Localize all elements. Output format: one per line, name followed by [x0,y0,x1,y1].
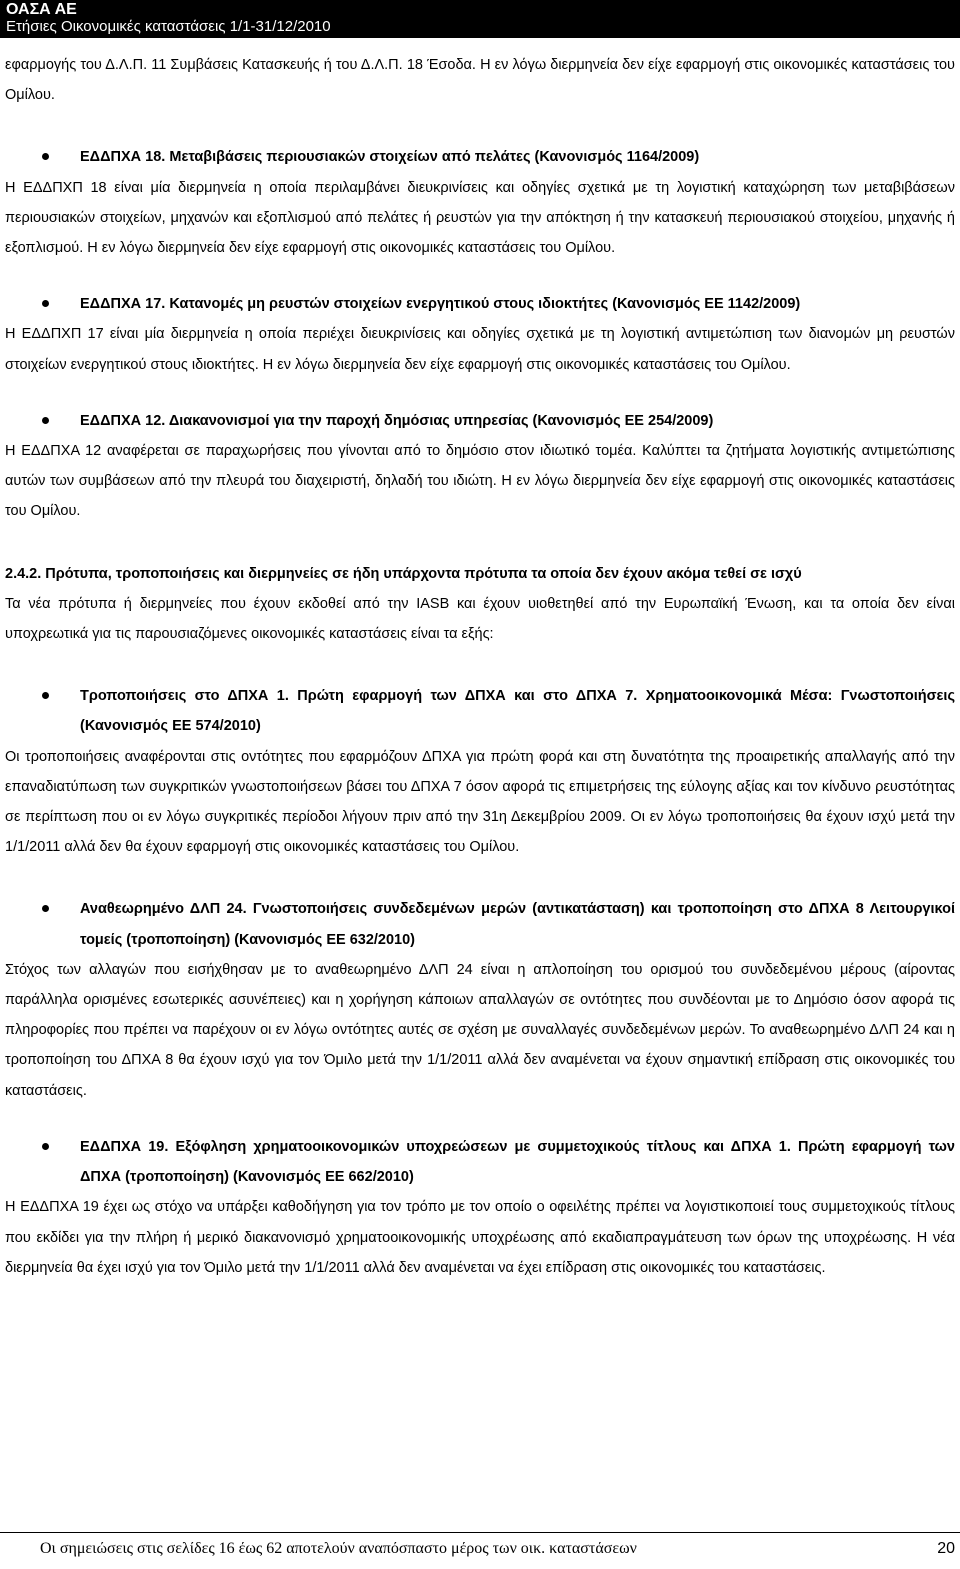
bullet-heading-ifrs1-ifrs7: Τροποποιήσεις στο ΔΠΧΑ 1. Πρώτη εφαρμογή των ΔΠΧΑ και στο ΔΠΧΑ 7. Χρηματοοικονομικά Μέσα: Γνωστοποιήσεις (Κανονισμός ΕΕ 574/2010) [5,681,955,741]
bullet-heading-ias24: Αναθεωρημένο ΔΛΠ 24. Γνωστοποιήσεις συνδεδεμένων μερών (αντικατάσταση) και τροποποίηση στο ΔΠΧΑ 8 Λειτουργικοί τομείς (τροποποίηση) (Κανονισμός ΕΕ 632/2010) [5,894,955,954]
bullet-title: Μεταβιβάσεις περιουσιακών στοιχείων από πελάτες (Κανονισμός 1164/2009) [169,149,700,166]
document-body [5,50,955,1283]
bullet-heading-ifric17 [5,289,955,319]
footer-divider [0,1532,960,1533]
bullet-heading-ifric12 [5,406,955,436]
ifric17-paragraph: Η ΕΔΔΠΧΠ 17 είναι μία διερμηνεία η οποία περιέχει διευκρινίσεις και οδηγίες σχετικά με τη λογιστική αντιμετώπιση των διανομών μη ρευστών στοιχείων ενεργητικού στους ιδιοκτήτες. Η εν λόγω διερμηνεία δεν είχε εφαρμογή στις οικονομικές καταστάσεις του Ομίλου. [5,326,955,373]
bullet-code: ΕΔΔΠΧΑ 18. [80,149,166,166]
ias24-paragraph: Στόχος των αλλαγών που εισήχθησαν με το αναθεωρημένο ΔΛΠ 24 είναι η απλοποίηση του ορισμού του συνδεδεμένου μέρους (αίροντας παράλληλα ορισμένες εσωτερικές ασυνέπειες) και η χορήγηση κάποιων απαλλαγών σε οντότητες που συνδέονται με το Δημόσιο όσον αφορά τις πληροφορίες που πρέπει να παρέχουν οι εν λόγω οντότητες αυτές σε σχέση με συναλλαγές συνδεδεμένων μερών. Το αναθεωρημένο ΔΛΠ 24 και η τροποποίηση του ΔΠΧΑ 8 θα έχουν ισχύ για τον Όμιλο μετά την 1/1/2011 αλλά δεν αναμένεται να έχουν σημαντική επίδραση στις οικονομικές του καταστάσεις. [5,961,955,1099]
bullet-code: ΕΔΔΠΧΑ 12. [80,412,166,429]
report-title: Ετήσιες Οικονομικές καταστάσεις 1/1-31/12/2010 [6,18,331,35]
page-number: 20 [937,1540,955,1557]
bullet-code: ΕΔΔΠΧΑ 17. [80,296,166,313]
ifric12-paragraph: Η ΕΔΔΠΧΑ 12 αναφέρεται σε παραχωρήσεις που γίνονται από το δημόσιο στον ιδιωτικό τομέα. Καλύπτει τα ζητήματα λογιστικής αντιμετώπισης αυτών των συμβάσεων από την πλευρά του διαχειριστή, δηλαδή του ιδιώτη. Η εν λόγω διερμηνεία δεν είχε εφαρμογή στις οικονομικές καταστάσεις του Ομίλου. [5,443,955,520]
section-heading-2-4-2: 2.4.2. Πρότυπα, τροποποιήσεις και διερμηνείες σε ήδη υπάρχοντα πρότυπα τα οποία δεν έχουν ακόμα τεθεί σε ισχύ [5,565,802,582]
bullet-heading-ifric18 [5,142,955,172]
footer-note: Οι σημειώσεις στις σελίδες 16 έως 62 αποτελούν αναπόσπαστο μέρος των οικ. καταστάσεων [40,1540,637,1557]
ifrs1-ifrs7-paragraph: Οι τροποποιήσεις αναφέρονται στις οντότητες που εφαρμόζουν ΔΠΧΑ για πρώτη φορά και στη δυνατότητα της προαιρετικής απαλλαγής από την επαναδιατύπωση των συγκριτικών γνωστοποιήσεων βάσει του ΔΠΧΑ 7 όσον αφορά τις επιμετρήσεις της εύλογης αξίας και τον κίνδυνο ρευστότητας σε περίπτωση που οι εν λόγω συγκριτικές περίοδοι λήγουν πριν από την 31η Δεκεμβρίου 2009. Οι εν λόγω τροποποιήσεις θα έχουν ισχύ μετά την 1/1/2011 αλλά δεν θα έχουν εφαρμογή στις οικονομικές καταστάσεις του Ομίλου. [5,748,955,856]
bullet-title: Διακανονισμοί για την παροχή δημόσιας υπηρεσίας (Κανονισμός ΕΕ 254/2009) [168,412,714,429]
intro-paragraph: εφαρμογής του Δ.Λ.Π. 11 Συμβάσεις Κατασκευής ή του Δ.Λ.Π. 18 Έσοδα. Η εν λόγω διερμηνεία δεν είχε εφαρμογή στις οικονομικές καταστάσεις του Ομίλου. [5,57,955,104]
page-header [0,0,960,38]
page-footer [40,1540,955,1558]
ifric18-paragraph: Η ΕΔΔΠΧΠ 18 είναι μία διερμηνεία η οποία περιλαμβάνει διευκρινίσεις και οδηγίες σχετικά με τη λογιστική καταχώρηση των μεταβιβάσεων περιουσιακών στοιχείων, μηχανών και εξοπλισμού από πελάτες ή ρευστών για την απόκτηση ή την κατασκευή περιουσιακού στοιχείου, μηχανής ή εξοπλισμού. Η εν λόγω διερμηνεία δεν είχε εφαρμογή στις οικονομικές καταστάσεις του Ομίλου. [5,179,955,257]
section-intro-paragraph: Τα νέα πρότυπα ή διερμηνείες που έχουν εκδοθεί από την IASB και έχουν υιοθετηθεί από την Ευρωπαϊκή Ένωση, και τα οποία δεν είναι υποχρεωτικά για τις παρουσιαζόμενες οικονομικές καταστάσεις είναι τα εξής: [5,595,955,643]
company-name: ΟΑΣΑ ΑΕ [6,1,77,18]
bullet-heading-ifric19: ΕΔΔΠΧΑ 19. Εξόφληση χρηματοοικονομικών υποχρεώσεων με συμμετοχικούς τίτλους και ΔΠΧΑ 1. Πρώτη εφαρμογή των ΔΠΧΑ (τροποποίηση) (Κανονισμός ΕΕ 662/2010) [5,1132,955,1192]
ifric19-paragraph: Η ΕΔΔΠΧΑ 19 έχει ως στόχο να υπάρξει καθοδήγηση για τον τρόπο με τον οποίο ο οφειλέτης πρέπει να λογιστικοποιεί τους συμμετοχικούς τίτλους που εκδίδει για την πλήρη ή μερικό διακανονισμό χρηματοοικονομικής υποχρέωσης από εκαδιαπραγμάτευση των όρων της υποχρέωσης. Η νέα διερμηνεία θα έχει ισχύ για τον Όμιλο μετά την 1/1/2011 αλλά δεν αναμένεται να έχει επίδραση στις οικονομικές του καταστάσεις. [5,1199,955,1276]
bullet-title: Κατανομές μη ρευστών στοιχείων ενεργητικού στους ιδιοκτήτες (Κανονισμός ΕΕ 1142/2009) [169,296,801,313]
